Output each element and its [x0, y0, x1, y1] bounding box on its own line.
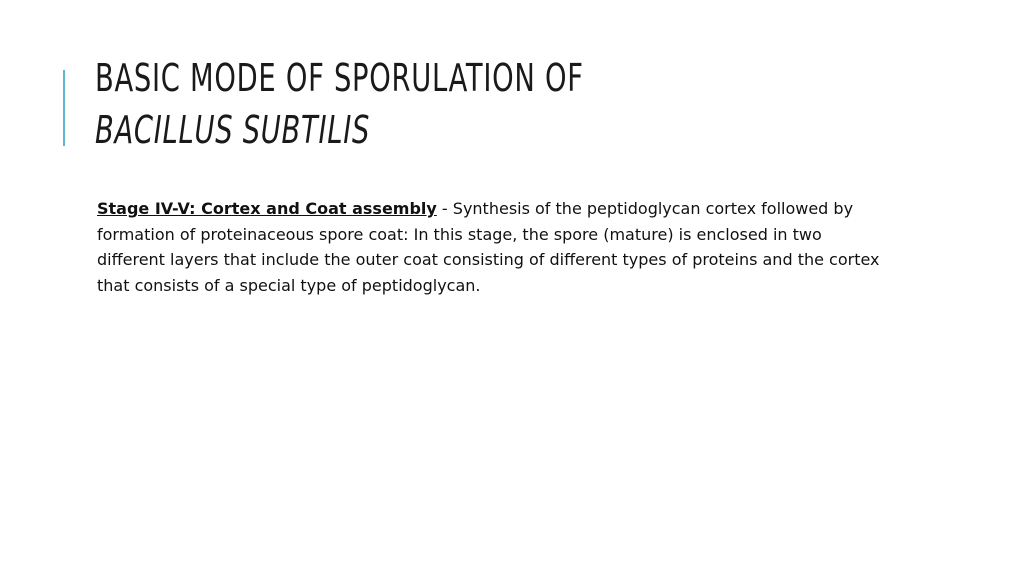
slide-title — [95, 52, 729, 156]
slide-body-paragraph — [97, 196, 887, 298]
stage-description: - Synthesis of the peptidoglycan cortex followed by formation of proteinaceous spore coat: In this stage, the spore (mature) is enclosed in two different layers that include the outer coat consisting of different types of proteins and the cortex that consists of a special type of peptidoglycan. — [97, 199, 880, 295]
title-italic-text: BACILLUS SUBTILIS — [95, 108, 371, 152]
title-main-text: BASIC MODE OF SPORULATION OF — [95, 56, 584, 100]
stage-label: Stage IV-V: Cortex and Coat assembly — [97, 199, 437, 218]
title-accent-bar — [63, 70, 65, 146]
